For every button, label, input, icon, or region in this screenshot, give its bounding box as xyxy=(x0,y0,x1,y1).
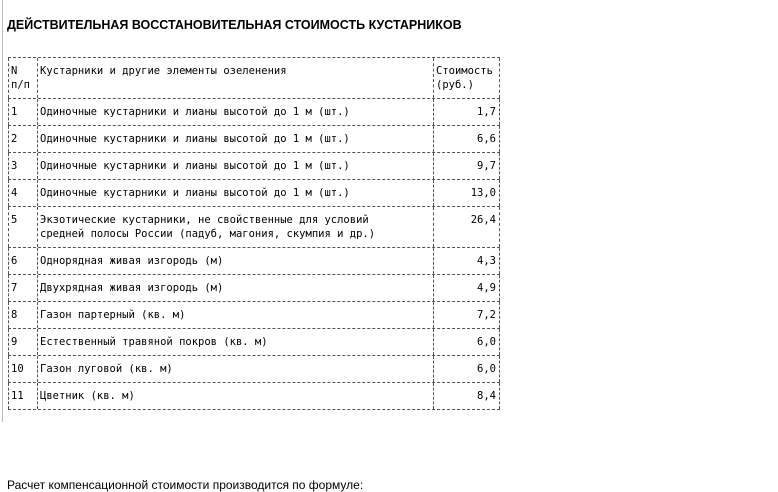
header-name: Кустарники и другие элементы озеленения xyxy=(37,58,433,98)
table-row xyxy=(8,99,500,125)
row-name: Цветник (кв. м) xyxy=(37,383,433,409)
row-cost: 9,7 xyxy=(433,153,500,179)
row-name: Двухрядная живая изгородь (м) xyxy=(37,275,433,301)
page-title: ДЕЙСТВИТЕЛЬНАЯ ВОССТАНОВИТЕЛЬНАЯ СТОИМОСТЬ КУСТАРНИКОВ xyxy=(7,18,462,32)
row-cost: 6,0 xyxy=(433,356,500,382)
header-number: N п/п xyxy=(8,58,37,98)
table-row xyxy=(8,329,500,355)
row-cost: 8,4 xyxy=(433,383,500,409)
row-name: Одиночные кустарники и лианы высотой до 1 м (шт.) xyxy=(37,99,433,125)
table-divider xyxy=(8,409,500,410)
row-cost: 4,3 xyxy=(433,248,500,274)
row-name: Одиночные кустарники и лианы высотой до 1 м (шт.) xyxy=(37,180,433,206)
row-name: Одиночные кустарники и лианы высотой до 1 м (шт.) xyxy=(37,126,433,152)
row-cost: 6,6 xyxy=(433,126,500,152)
row-number: 5 xyxy=(8,207,37,247)
row-cost: 6,0 xyxy=(433,329,500,355)
row-name: Экзотические кустарники, не свойственные для условий средней полосы России (падуб, магония, скумпия и др.) xyxy=(37,207,433,247)
row-number: 11 xyxy=(8,383,37,409)
table-row xyxy=(8,153,500,179)
row-name: Газон партерный (кв. м) xyxy=(37,302,433,328)
row-cost: 4,9 xyxy=(433,275,500,301)
table-row xyxy=(8,207,500,247)
row-number: 3 xyxy=(8,153,37,179)
row-number: 8 xyxy=(8,302,37,328)
table-row xyxy=(8,302,500,328)
row-cost: 13,0 xyxy=(433,180,500,206)
row-name: Однорядная живая изгородь (м) xyxy=(37,248,433,274)
row-number: 9 xyxy=(8,329,37,355)
table-body xyxy=(8,99,500,410)
page-left-border xyxy=(2,0,3,422)
table-row xyxy=(8,248,500,274)
formula-intro-text: Расчет компенсационной стоимости производится по формуле: xyxy=(7,478,364,492)
table-row xyxy=(8,275,500,301)
table-row xyxy=(8,126,500,152)
table-header-row xyxy=(8,58,500,98)
row-number: 10 xyxy=(8,356,37,382)
table-row xyxy=(8,356,500,382)
header-cost: Стоимость (руб.) xyxy=(433,58,500,98)
table-row xyxy=(8,383,500,409)
row-cost: 26,4 xyxy=(433,207,500,247)
row-number: 7 xyxy=(8,275,37,301)
cost-table xyxy=(8,57,500,410)
row-number: 4 xyxy=(8,180,37,206)
row-number: 2 xyxy=(8,126,37,152)
row-number: 1 xyxy=(8,99,37,125)
row-name: Одиночные кустарники и лианы высотой до 1 м (шт.) xyxy=(37,153,433,179)
table-row xyxy=(8,180,500,206)
row-number: 6 xyxy=(8,248,37,274)
row-cost: 1,7 xyxy=(433,99,500,125)
row-name: Естественный травяной покров (кв. м) xyxy=(37,329,433,355)
row-name: Газон луговой (кв. м) xyxy=(37,356,433,382)
row-cost: 7,2 xyxy=(433,302,500,328)
